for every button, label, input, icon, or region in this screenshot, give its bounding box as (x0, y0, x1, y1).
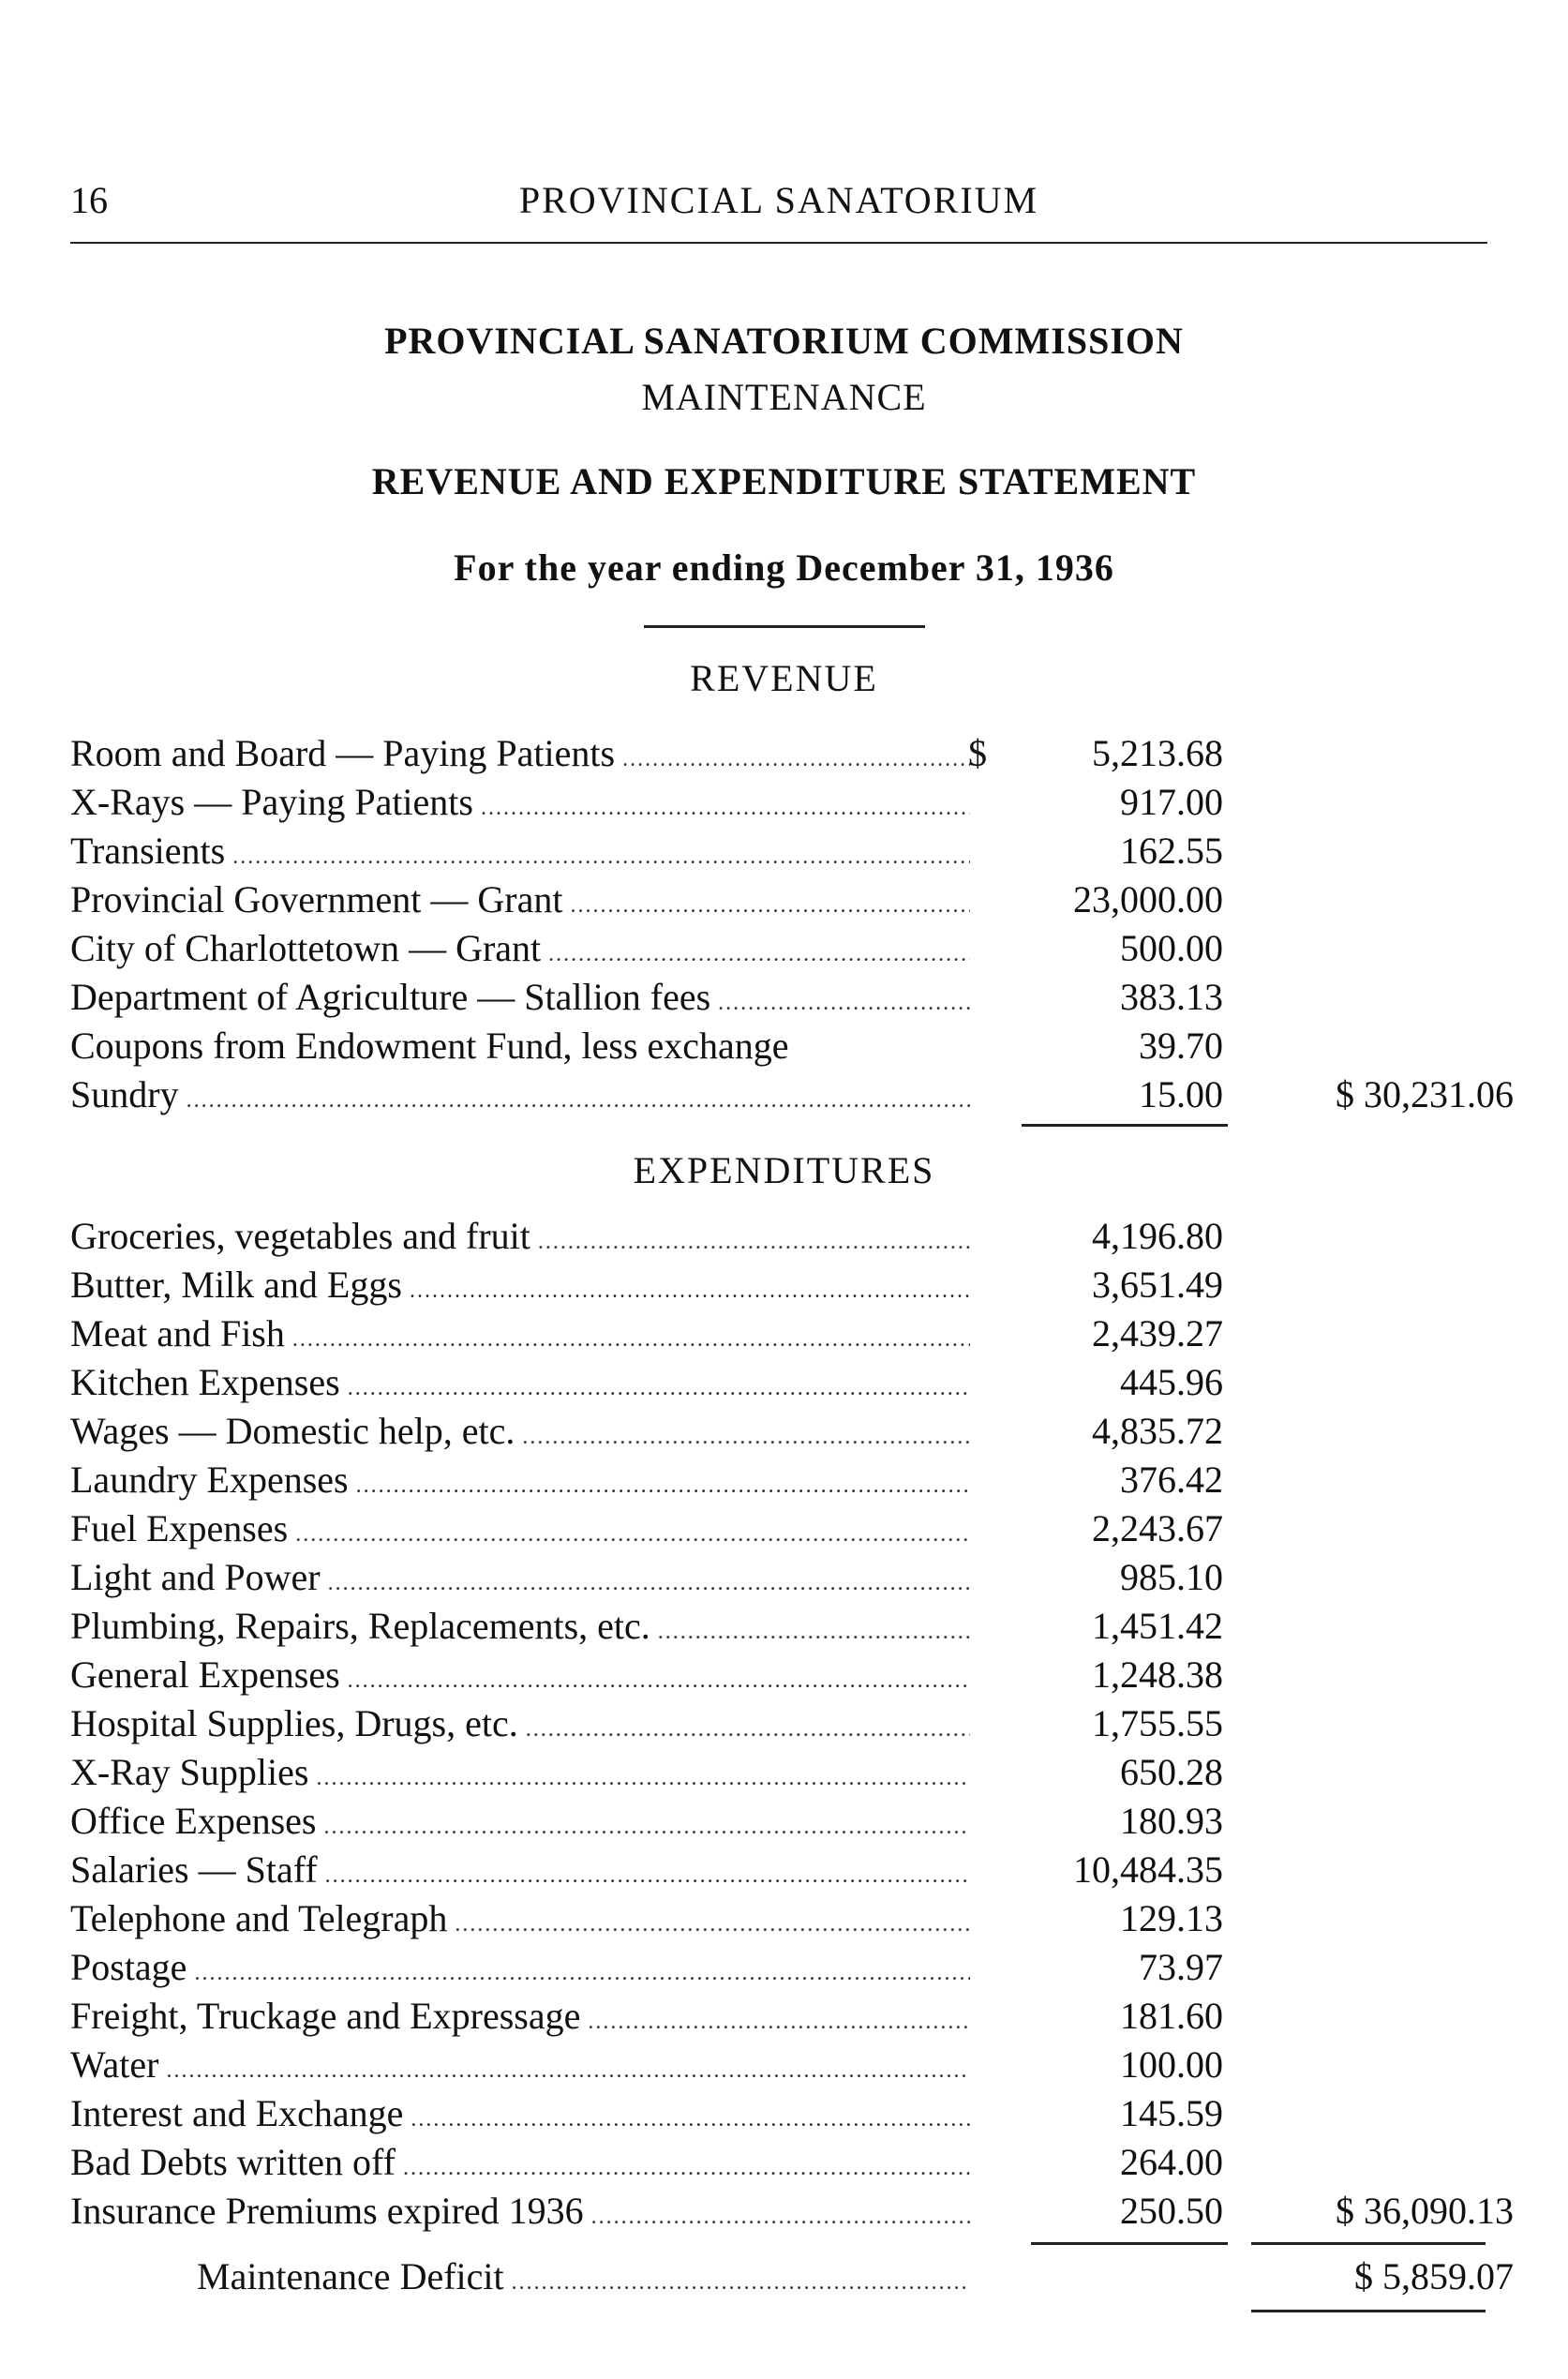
table-row (70, 2042, 1514, 2091)
row-amount: 2,243.67 (1092, 1507, 1223, 1549)
row-amount: 180.93 (1120, 1800, 1223, 1842)
deficit-label: Maintenance Deficit ..... (197, 2254, 970, 2298)
total-rule (1251, 2242, 1486, 2245)
statement-heading: REVENUE AND EXPENDITURE STATEMENT (371, 460, 1197, 502)
deficit-row (70, 2254, 1514, 2303)
row-label: Sundry ..... (70, 1072, 970, 1116)
row-label: Light and Power ..... (70, 1555, 970, 1599)
row-amount: 100.00 (1120, 2043, 1223, 2086)
table-row (70, 1506, 1514, 1555)
table-row (70, 1458, 1514, 1506)
table-row (70, 1653, 1514, 1701)
row-label: General Expenses ..... (70, 1653, 970, 1697)
row-amount: 5,213.68 (1092, 732, 1223, 774)
row-amount: 2,439.27 (1092, 1312, 1223, 1354)
row-amount: 162.55 (1120, 830, 1223, 872)
row-amount: 445.96 (1120, 1361, 1223, 1403)
row-amount: 383.13 (1120, 976, 1223, 1018)
row-label: Provincial Government — Grant ..... (70, 877, 970, 921)
row-label: Postage ..... (70, 1945, 970, 1989)
table-row (70, 829, 1514, 877)
row-label: Meat and Fish ..... (70, 1311, 970, 1355)
table-row (70, 975, 1514, 1024)
row-label: Interest and Exchange ..... (70, 2091, 970, 2135)
row-label: Room and Board — Paying Patients ..... (70, 731, 970, 775)
row-label: Coupons from Endowment Fund, less exchange (70, 1025, 789, 1067)
row-amount: 1,248.38 (1092, 1653, 1223, 1696)
table-row (70, 1848, 1514, 1896)
row-label: Telephone and Telegraph ..... (70, 1896, 970, 1940)
row-label: Kitchen Expenses ..... (70, 1360, 970, 1404)
row-amount: 73.97 (1139, 1946, 1223, 1988)
row-amount: 4,196.80 (1092, 1215, 1223, 1257)
table-row (70, 877, 1514, 926)
row-label: X-Rays — Paying Patients ..... (70, 780, 970, 824)
row-label: Bad Debts written off ..... (70, 2140, 970, 2184)
table-row (70, 1896, 1514, 1945)
row-amount: 376.42 (1120, 1459, 1223, 1501)
row-amount: 3,651.49 (1092, 1264, 1223, 1306)
row-label: Groceries, vegetables and fruit ..... (70, 1214, 970, 1258)
row-label: Hospital Supplies, Drugs, etc. ..... (70, 1701, 970, 1745)
table-row (70, 2091, 1514, 2140)
row-label: Fuel Expenses ..... (70, 1506, 970, 1550)
expenditures-heading: EXPENDITURES (633, 1149, 935, 1191)
revenue-total: $ 30,231.06 (1336, 1073, 1514, 1115)
revenue-heading: REVENUE (690, 657, 878, 699)
row-amount: 4,835.72 (1092, 1410, 1223, 1452)
row-label: Insurance Premiums expired 1936 ..... (70, 2189, 970, 2233)
table-row (70, 1360, 1514, 1409)
row-amount: 129.13 (1120, 1897, 1223, 1939)
row-label: Transients ..... (70, 829, 970, 873)
row-label: City of Charlottetown — Grant ..... (70, 926, 970, 970)
statement-period: For the year ending December 31, 1936 (454, 546, 1114, 589)
title-rule (644, 625, 925, 628)
table-row (70, 780, 1514, 829)
table-row (70, 1311, 1514, 1360)
page-header (70, 178, 1487, 234)
row-label: Office Expenses ..... (70, 1799, 970, 1843)
row-amount: 15.00 (1139, 1073, 1223, 1115)
row-amount: 23,000.00 (1073, 878, 1223, 920)
table-row (70, 1072, 1514, 1121)
row-label: Plumbing, Repairs, Replacements, etc. ..... (70, 1604, 970, 1648)
row-amount: 10,484.35 (1073, 1848, 1223, 1891)
row-amount: 250.50 (1120, 2190, 1223, 2232)
table-row (70, 926, 1514, 975)
table-row (70, 1024, 1514, 1072)
statement-subtitle: MAINTENANCE (641, 376, 927, 418)
currency-sign: $ (968, 732, 987, 774)
table-row (70, 1701, 1514, 1750)
table-row (70, 2189, 1514, 2237)
table-row (70, 1214, 1514, 1263)
row-label: Wages — Domestic help, etc. ..... (70, 1409, 970, 1453)
table-row (70, 1604, 1514, 1653)
row-label: Freight, Truckage and Expressage ..... (70, 1994, 970, 2038)
row-amount: 39.70 (1139, 1025, 1223, 1067)
row-amount: 1,451.42 (1092, 1605, 1223, 1647)
row-label: X-Ray Supplies ..... (70, 1750, 970, 1794)
row-amount: 1,755.55 (1092, 1702, 1223, 1744)
table-row (70, 1799, 1514, 1848)
subtotal-rule (1031, 2242, 1228, 2245)
table-row (70, 2140, 1514, 2189)
deficit-total: $ 5,859.07 (1354, 2255, 1514, 2297)
running-title: PROVINCIAL SANATORIUM (518, 179, 1039, 221)
row-amount: 181.60 (1120, 1995, 1223, 2037)
row-label: Laundry Expenses ..... (70, 1458, 970, 1502)
row-label: Department of Agriculture — Stallion fees ..... (70, 975, 970, 1019)
subtotal-rule (1022, 1124, 1228, 1127)
row-amount: 145.59 (1120, 2092, 1223, 2134)
row-label: Water ..... (70, 2042, 970, 2087)
row-amount: 917.00 (1120, 781, 1223, 823)
expenditures-total: $ 36,090.13 (1336, 2190, 1514, 2232)
row-amount: 264.00 (1120, 2141, 1223, 2183)
table-row (70, 1750, 1514, 1799)
table-row (70, 1555, 1514, 1604)
table-row (70, 1263, 1514, 1311)
header-rule (70, 242, 1487, 244)
statement-title: PROVINCIAL SANATORIUM COMMISSION (384, 320, 1184, 362)
row-label: Salaries — Staff ..... (70, 1848, 970, 1892)
row-amount: 985.10 (1120, 1556, 1223, 1598)
row-amount: 500.00 (1120, 927, 1223, 969)
table-row (70, 1945, 1514, 1994)
row-amount: 650.28 (1120, 1751, 1223, 1793)
page-number: 16 (70, 179, 108, 221)
final-rule (1251, 2310, 1486, 2312)
table-row (70, 1994, 1514, 2042)
table-row (70, 731, 1514, 780)
table-row (70, 1409, 1514, 1458)
row-label: Butter, Milk and Eggs ..... (70, 1263, 970, 1307)
